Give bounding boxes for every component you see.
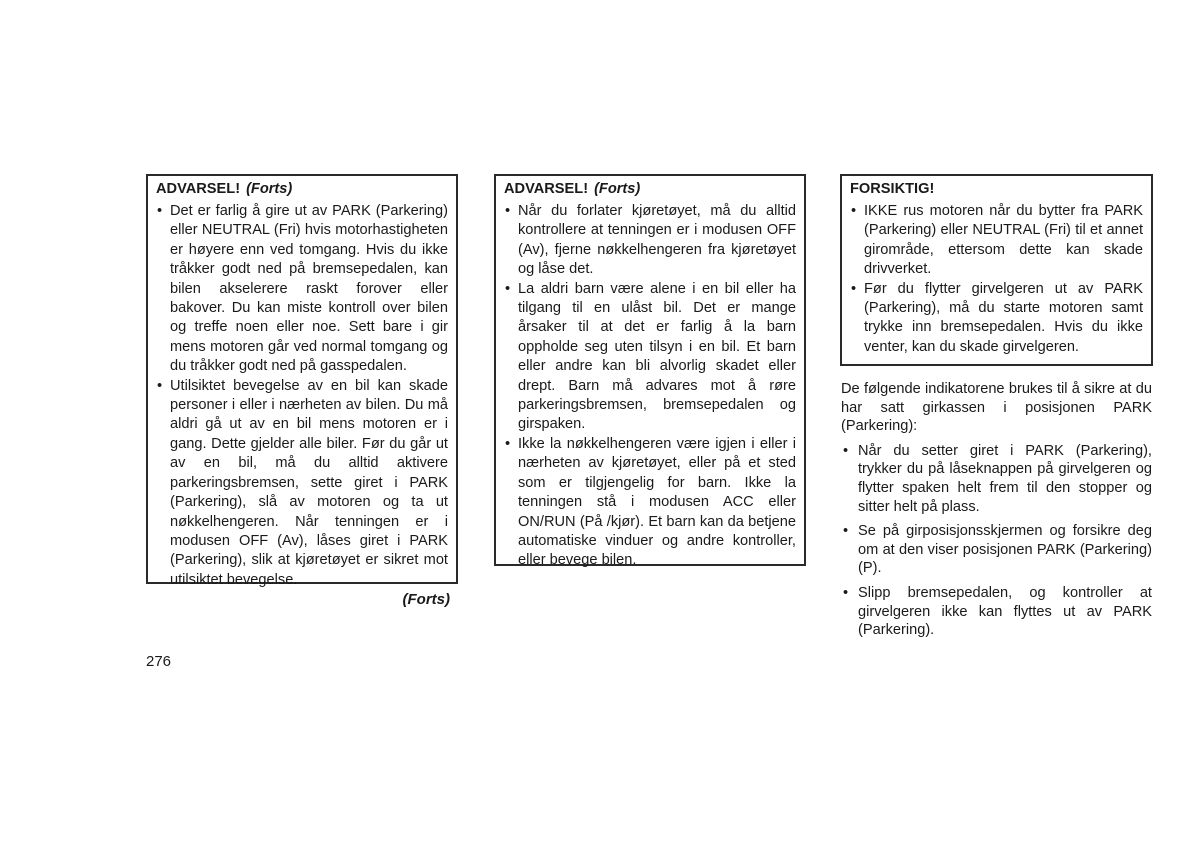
bullet-icon: • — [851, 203, 857, 219]
bullet-icon: • — [843, 523, 849, 540]
warning-title: ADVARSEL! (Forts) — [156, 181, 293, 197]
bullet-icon: • — [505, 280, 511, 297]
bullet-icon: • — [505, 203, 511, 219]
warning-box-col2 — [494, 174, 806, 569]
warning-title: ADVARSEL! (Forts) — [504, 181, 641, 197]
warning-list — [156, 202, 448, 590]
continued-label: (Forts) — [402, 591, 450, 608]
list-item: • IKKE rus motoren når du bytter fra PARK (Parkering) eller NEUTRAL (Fri) til et annet girområde, ettersom dette kan skade drivverket. — [851, 203, 1143, 278]
list-item: • Det er farlig å gire ut av PARK (Parkering) eller NEUTRAL (Fri) hvis motorhastigheten er høyere enn ved tomgang. Hvis du ikke tråkker godt ned på bremsepedalen, kan bilen akselerere raskt forover eller bakover. Du kan miste kontroll over bilen og treffe noen eller noe. Sett bare i gir mens motoren går ved normal tomgang og du tråkker godt ned på gasspedalen. — [157, 203, 448, 375]
warning-box-col1 — [146, 174, 458, 588]
list-item: • Slipp bremsepedalen, og kontroller at girvelgeren ikke kan flyttes ut av PARK (Parkering). — [843, 584, 1152, 639]
indicator-list — [841, 442, 1152, 640]
list-item: • Når du setter giret i PARK (Parkering), trykker du på låseknappen på girvelgeren og flytter spaken helt frem til den stopper og sitter helt på plass. — [843, 442, 1152, 515]
caution-box — [840, 174, 1153, 366]
title-continued-label: (Forts) — [246, 181, 293, 197]
intro-paragraph: De følgende indikatorene brukes til å sikre at du har satt girkassen i posisjonen PARK (Parkering): — [841, 381, 1152, 435]
body-text-col3 — [841, 380, 1152, 646]
bullet-icon: • — [843, 442, 849, 459]
bullet-icon: • — [157, 377, 163, 394]
list-item: • Se på girposisjonsskjermen og forsikre deg om at den viser posisjonen PARK (Parkering) (P). — [843, 523, 1152, 577]
title-continued-label: (Forts) — [594, 181, 641, 197]
list-item: • Før du flytter girvelgeren ut av PARK (Parkering), må du starte motoren samt trykke inn bremsepedalen. Hvis du ikke venter, kan du skade girvelgeren. — [851, 280, 1143, 355]
caution-list — [850, 202, 1143, 357]
bullet-icon: • — [843, 584, 849, 601]
list-item: • Ikke la nøkkelhengeren være igjen i eller i nærheten av kjøretøyet, eller på et sted som er tilgjengelig for barn. Ikke la tenningen stå i modusen ACC eller ON/RUN (På /kjør). Et barn kan da betjene automatiske vinduer og andre kontroller, eller bevege bilen. — [505, 435, 796, 569]
list-item: • Utilsiktet bevegelse av en bil kan skade personer i eller i nærheten av bilen. Du må aldri gå ut av en bil mens motoren er i gang. Dette gjelder alle biler. Før du går ut av en bil, må du alltid aktivere parkeringsbremsen, sette giret i PARK (Parkering), slå av motoren og ta ut nøkkelhengeren. Når tenningen er i modusen OFF (Av), låses giret i PARK (Parkering), slik at kjøretøyet er sikret mot utilsiktet bevegelse. — [157, 377, 448, 588]
bullet-icon: • — [157, 203, 163, 219]
list-item: • Når du forlater kjøretøyet, må du alltid kontrollere at tenningen er i modusen OFF (Av), fjerne nøkkelhengeren fra kjøretøyet og låse det. — [505, 203, 796, 278]
warning-list — [504, 202, 796, 571]
bullet-icon: • — [851, 280, 857, 297]
bullet-icon: • — [505, 435, 511, 452]
list-item: • La aldri barn være alene i en bil eller ha tilgang til en ulåst bil. Det er mange årsaker til at det er farlig å la barn oppholde seg uten tilsyn i en bil. Et barn eller andre kan bli alvorlig skadet eller drept. Barn må advares mot å røre parkeringsbremsen, bremsepedalen og girspaken. — [505, 280, 796, 433]
page-number: 276 — [146, 653, 172, 670]
caution-title: FORSIKTIG! — [850, 181, 935, 197]
